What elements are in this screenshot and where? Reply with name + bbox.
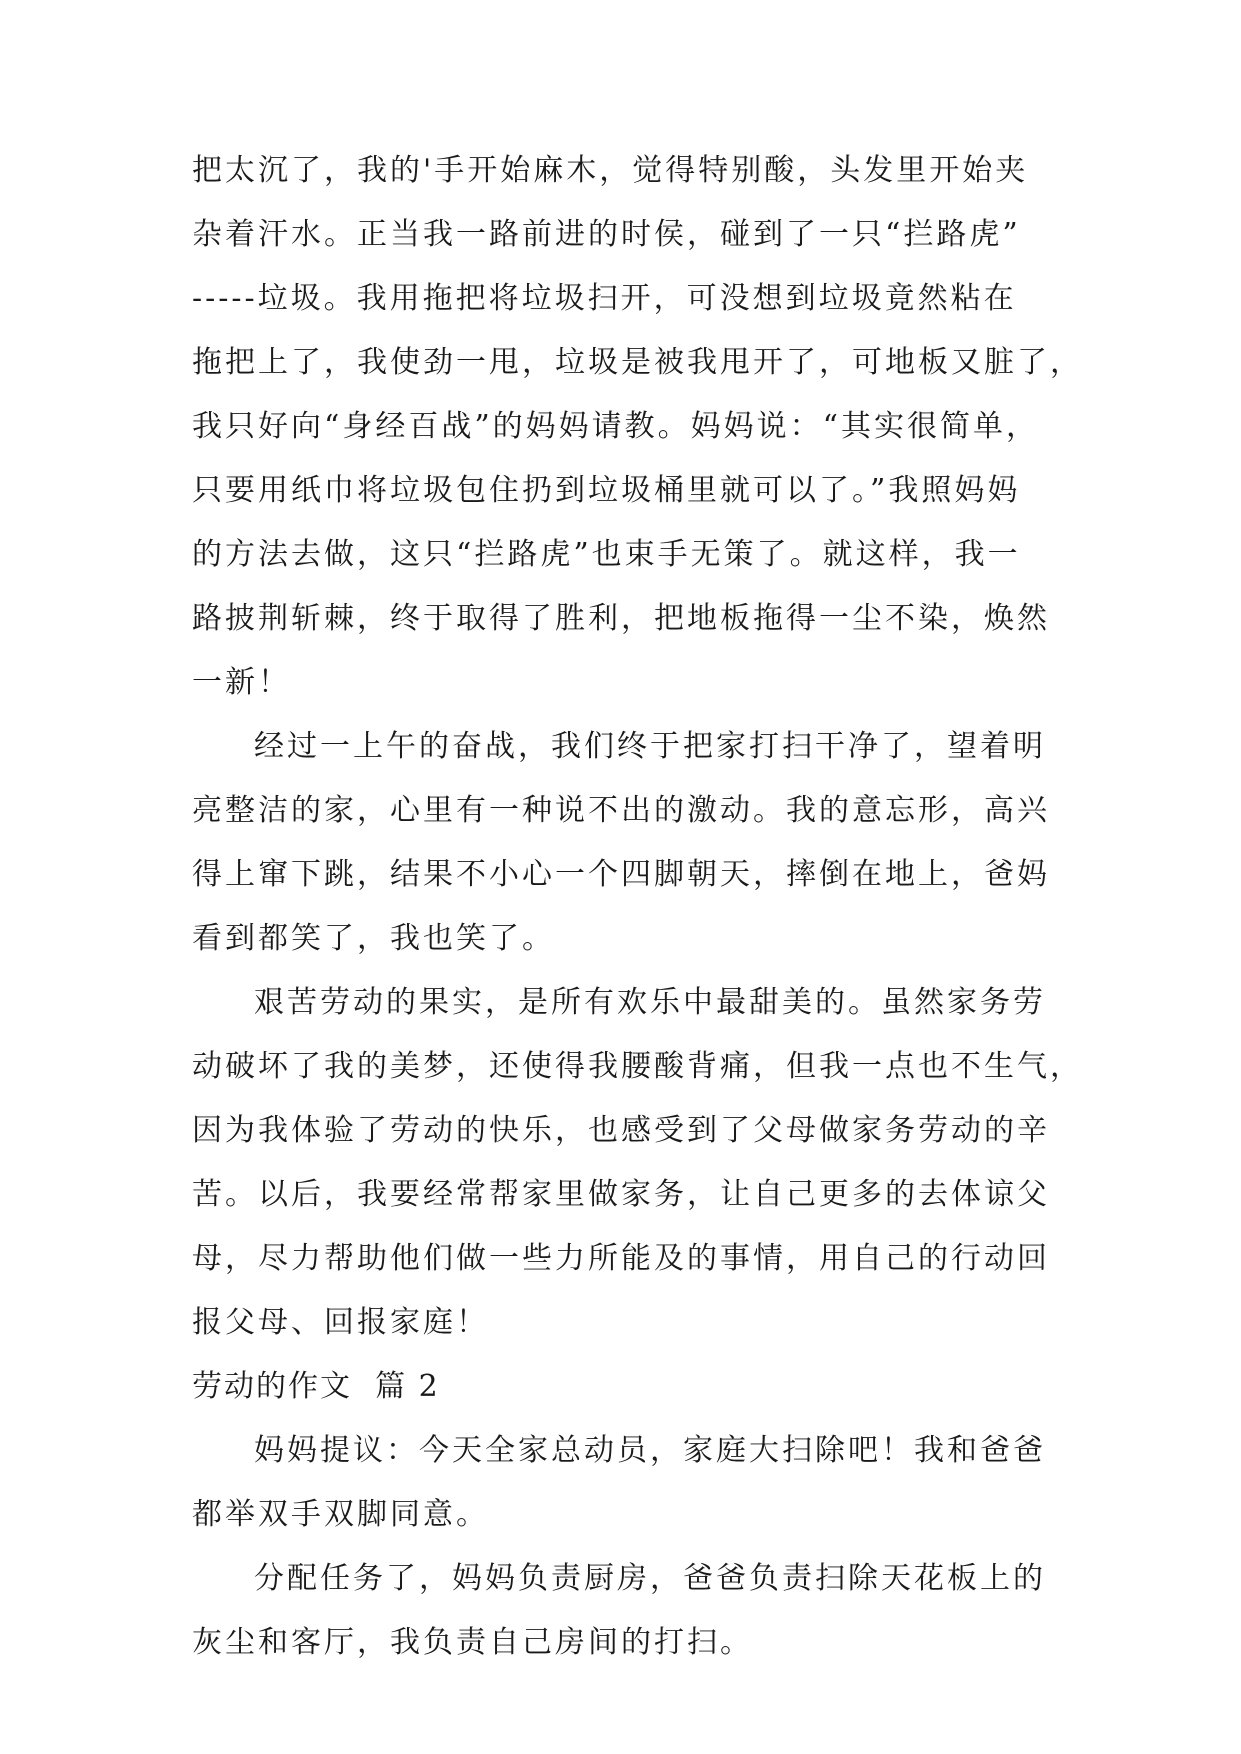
text-line: -----垃圾。我用拖把将垃圾扫开，可没想到垃圾竟然粘在 — [192, 281, 1017, 316]
text-line: 经过一上午的奋战，我们终于把家打扫干净了，望着明 — [254, 729, 1046, 764]
section-heading: 劳动的作文 篇 2 — [192, 1369, 440, 1404]
text-line: 艰苦劳动的果实，是所有欢乐中最甜美的。虽然家务劳 — [254, 985, 1046, 1020]
essay-body — [192, 139, 1083, 1675]
text-line: 路披荆斩棘，终于取得了胜利，把地板拖得一尘不染，焕然 — [192, 601, 1050, 636]
text-line: 亮整洁的家，心里有一种说不出的激动。我的意忘形，高兴 — [192, 793, 1050, 828]
text-line: 的方法去做，这只“拦路虎”也束手无策了。就这样，我一 — [192, 537, 1021, 572]
text-line: 因为我体验了劳动的快乐，也感受到了父母做家务劳动的辛 — [192, 1113, 1050, 1148]
text-line: 得上窜下跳，结果不小心一个四脚朝天，摔倒在地上，爸妈 — [192, 857, 1050, 892]
paragraph-2 — [192, 715, 1052, 971]
text-line: 报父母、回报家庭！ — [192, 1305, 489, 1340]
text-line: 杂着汗水。正当我一路前进的时侯，碰到了一只“拦路虎” — [192, 217, 1021, 252]
text-line: 把太沉了，我的'手开始麻木，觉得特别酸，头发里开始夹 — [192, 153, 1029, 188]
text-line: 分配任务了，妈妈负责厨房，爸爸负责扫除天花板上的 — [254, 1561, 1046, 1596]
text-line: 我只好向“身经百战”的妈妈请教。妈妈说：“其实很简单， — [192, 409, 1040, 444]
paragraph-1 — [192, 139, 1083, 715]
paragraph-3 — [192, 971, 1083, 1355]
text-line: 看到都笑了，我也笑了。 — [192, 921, 555, 956]
text-line: 母，尽力帮助他们做一些力所能及的事情，用自己的行动回 — [192, 1241, 1050, 1276]
text-line: 妈妈提议：今天全家总动员，家庭大扫除吧！我和爸爸 — [254, 1433, 1046, 1468]
text-line: 一新！ — [192, 665, 291, 700]
text-line: 都举双手双脚同意。 — [192, 1497, 489, 1532]
text-line: 灰尘和客厅，我负责自己房间的打扫。 — [192, 1625, 753, 1660]
text-line: 动破坏了我的美梦，还使得我腰酸背痛，但我一点也不生气， — [192, 1049, 1083, 1084]
text-line: 只要用纸巾将垃圾包住扔到垃圾桶里就可以了。”我照妈妈 — [192, 473, 1021, 508]
text-line: 拖把上了，我使劲一甩，垃圾是被我甩开了，可地板又脏了， — [192, 345, 1083, 380]
paragraph-5 — [192, 1547, 1052, 1675]
paragraph-4 — [192, 1419, 1052, 1547]
text-line: 苦。以后，我要经常帮家里做家务，让自己更多的去体谅父 — [192, 1177, 1050, 1212]
